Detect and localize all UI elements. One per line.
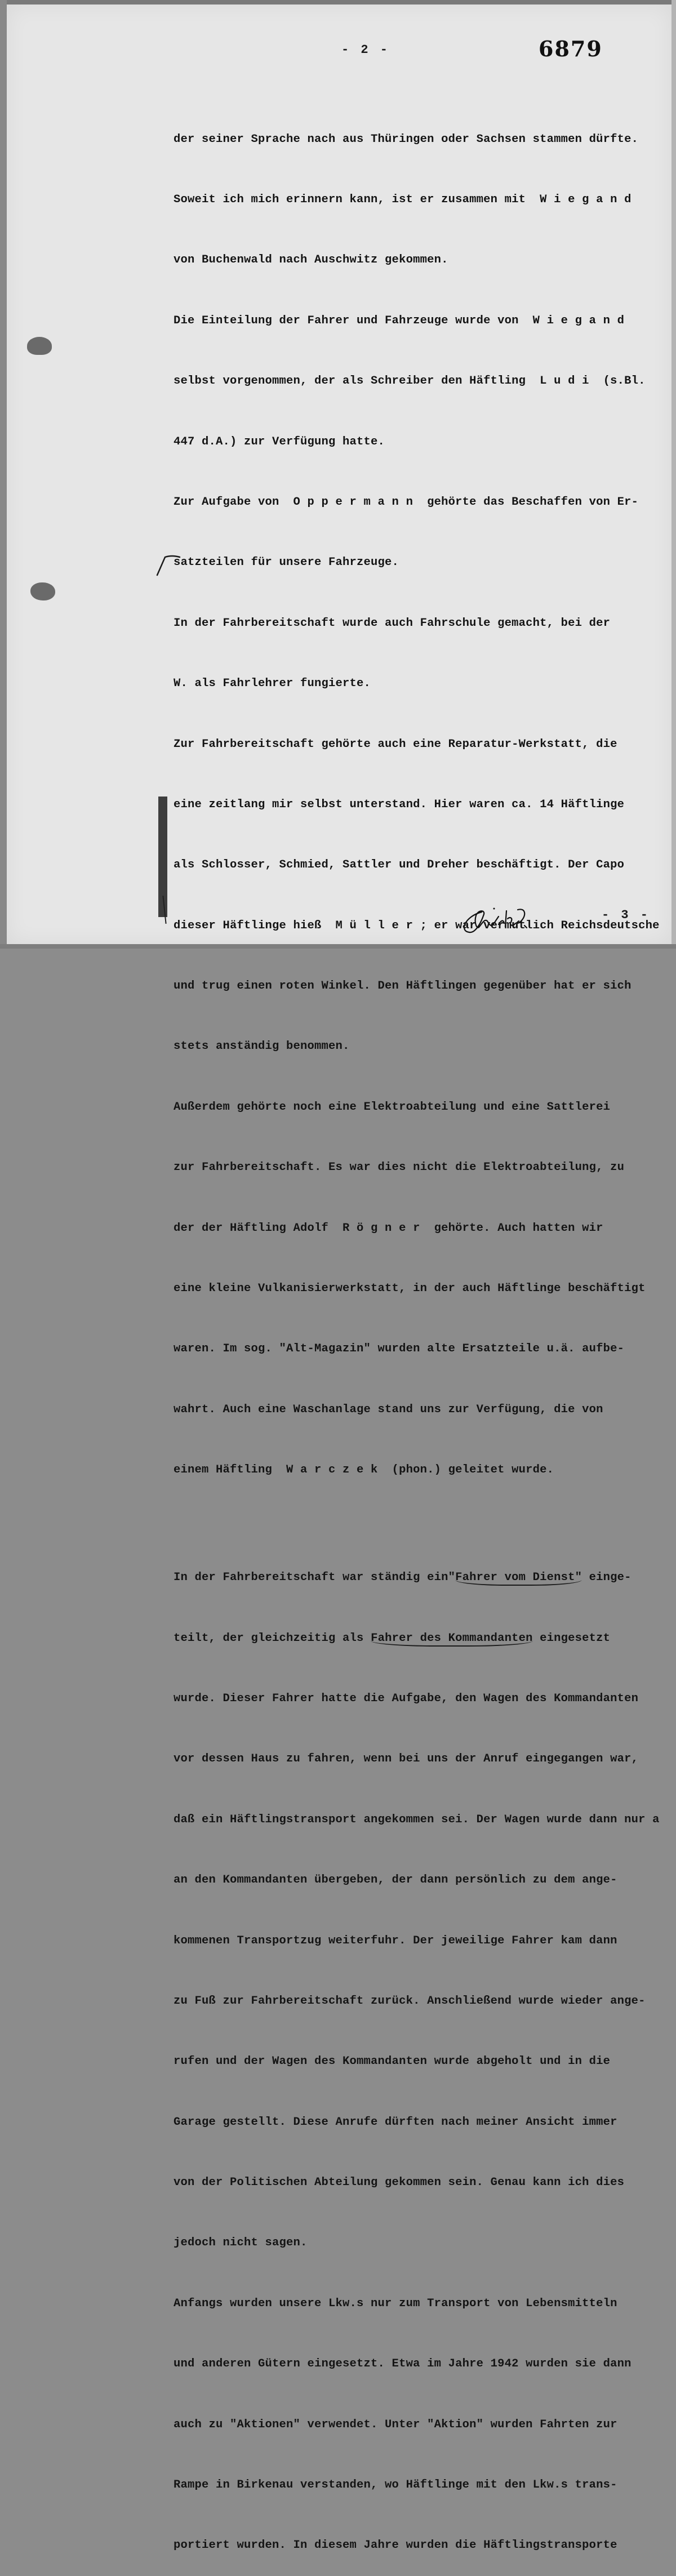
text-line: Rampe in Birkenau verstanden, wo Häftlinge mit den Lkw.s trans-: [174, 2479, 617, 2492]
text-line: stets anständig benommen.: [174, 1040, 350, 1053]
text-line: waren. Im sog. "Alt-Magazin" wurden alte Ersatzteile u.ä. aufbe-: [174, 1342, 625, 1356]
text-line: daß ein Häftlingstransport angekommen sei. Der Wagen wurde dann nur a: [174, 1813, 660, 1826]
text-line: der seiner Sprache nach aus Thüringen oder Sachsen stammen dürfte.: [174, 132, 639, 146]
text-line: der der Häftling Adolf R ö g n e r gehörte. Auch hatten wir: [174, 1221, 603, 1235]
text-line: und anderen Gütern eingesetzt. Etwa im Jahre 1942 wurden sie dann: [174, 2357, 631, 2371]
text-line: Anfangs wurden unsere Lkw.s nur zum Transport von Lebensmitteln: [174, 2297, 617, 2310]
text-line: jedoch nicht sagen.: [174, 2236, 308, 2250]
text-line: 447 d.A.) zur Verfügung hatte.: [174, 435, 385, 448]
scan-border-bottom: [0, 944, 676, 949]
text-line: auch zu "Aktionen" verwendet. Unter "Aktion" wurden Fahrten zur: [174, 2418, 617, 2431]
text-line: Zur Aufgabe von O p p e r m a n n gehörte das Beschaffen von Er-: [174, 495, 639, 509]
text-line: portiert wurden. In diesem Jahre wurden die Häftlingstransporte: [174, 2539, 617, 2552]
text-line: W. als Fahrlehrer fungierte.: [174, 677, 371, 691]
page-number: - 2 -: [341, 43, 390, 57]
text-line: satzteilen für unsere Fahrzeuge.: [174, 556, 399, 570]
punch-hole-icon: [30, 582, 55, 600]
text-line: In der Fahrbereitschaft wurde auch Fahrschule gemacht, bei der: [174, 616, 611, 630]
text-line: von der Politischen Abteilung gekommen sein. Genau kann ich dies: [174, 2176, 625, 2190]
text-line: an den Kommandanten übergeben, der dann persönlich zu dem ange-: [174, 1874, 617, 1887]
text-line: rufen und der Wagen des Kommandanten wurde abgeholt und in die: [174, 2055, 611, 2068]
text-line: Garage gestellt. Diese Anrufe dürften nach meiner Ansicht immer: [174, 2115, 617, 2129]
scan-border-right: [671, 0, 676, 949]
punch-hole-icon: [27, 337, 52, 355]
text-line: wurde. Dieser Fahrer hatte die Aufgabe, den Wagen des Kommandanten: [174, 1692, 639, 1705]
text-line: dieser Häftlinge hieß M ü l l e r ; er war vermutlich Reichsdeutsche: [174, 919, 660, 932]
text-line: eine zeitlang mir selbst unterstand. Hier waren ca. 14 Häftlinge: [174, 798, 625, 811]
text-line: Zur Fahrbereitschaft gehörte auch eine Reparatur-Werkstatt, die: [174, 737, 617, 751]
document-body: [174, 89, 669, 2576]
text-line: als Schlosser, Schmied, Sattler und Dreher beschäftigt. Der Capo: [174, 858, 625, 872]
paragraph-gap: [174, 1521, 669, 1528]
text-line: vor dessen Haus zu fahren, wenn bei uns der Anruf eingegangen war,: [174, 1752, 639, 1766]
check-mark-icon: [155, 554, 189, 576]
text-line: von Buchenwald nach Auschwitz gekommen.: [174, 253, 448, 267]
document-number: 6879: [539, 36, 603, 61]
text-line: kommenen Transportzug weiterfuhr. Der jeweilige Fahrer kam dann: [174, 1934, 617, 1947]
handwritten-underline: Fahrer des Kommandanten: [371, 1632, 533, 1647]
text-line: Die Einteilung der Fahrer und Fahrzeuge wurde von W i e g a n d: [174, 314, 625, 327]
scan-border-top: [0, 0, 676, 5]
signature-icon: [459, 904, 538, 938]
text-line: Soweit ich mich erinnern kann, ist er zusammen mit W i e g a n d: [174, 193, 631, 206]
text-line: und trug einen roten Winkel. Den Häftlingen gegenüber hat er sich: [174, 980, 631, 993]
text-line: einem Häftling W a r c z e k (phon.) geleitet wurde.: [174, 1463, 554, 1477]
text-line: eine kleine Vulkanisierwerkstatt, in der auch Häftlinge beschäftigt: [174, 1282, 646, 1296]
text-line: In der Fahrbereitschaft war ständig ein"Fahrer vom Dienst" einge-: [174, 1568, 669, 1588]
text-line: wahrt. Auch eine Waschanlage stand uns zur Verfügung, die von: [174, 1403, 603, 1416]
next-page-marker: - 3 -: [602, 908, 651, 922]
text-line: zu Fuß zur Fahrbereitschaft zurück. Anschließend wurde wieder ange-: [174, 1994, 646, 2008]
text-line: selbst vorgenommen, der als Schreiber den Häftling L u d i (s.Bl.: [174, 375, 646, 388]
text-line: teilt, der gleichzeitig als Fahrer des Kommandanten eingesetzt: [174, 1629, 669, 1649]
text-line: Außerdem gehörte noch eine Elektroabteilung und eine Sattlerei: [174, 1100, 611, 1114]
scan-border-left: [0, 0, 7, 949]
text-line: zur Fahrbereitschaft. Es war dies nicht die Elektroabteilung, zu: [174, 1161, 625, 1174]
handwritten-underline: Fahrer vom Dienst": [455, 1571, 582, 1586]
